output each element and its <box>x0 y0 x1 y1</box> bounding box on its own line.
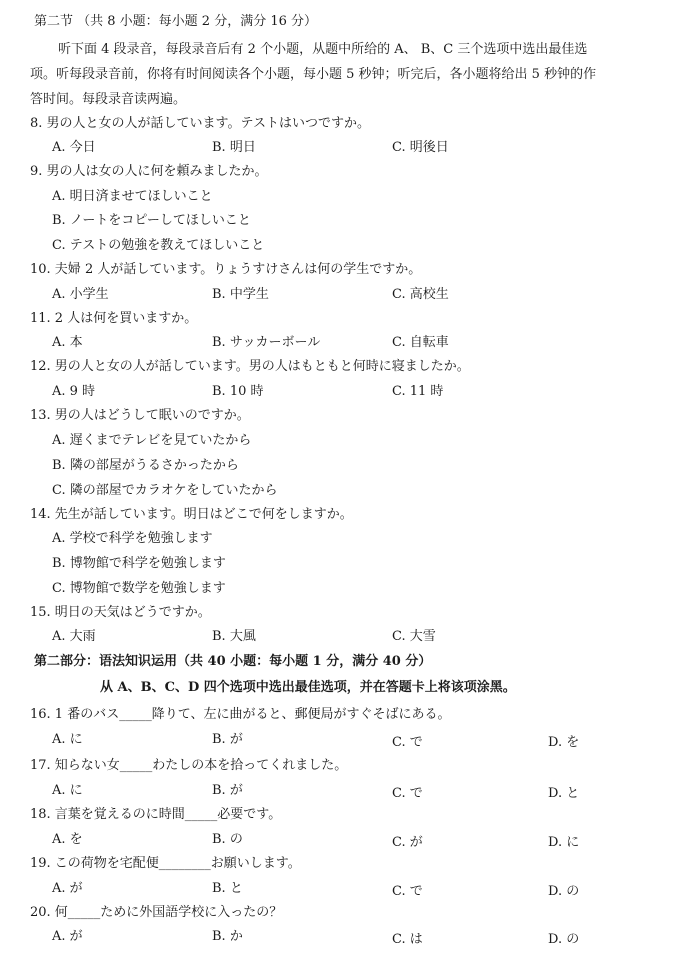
option-d: D. と <box>548 786 580 801</box>
option-a: A. 明日済ませてほしいこと <box>52 189 213 204</box>
option-a: A. を <box>52 832 83 847</box>
question-stem: 14. 先生が話しています。明日はどこで何をしますか。 <box>30 507 353 522</box>
option-c: C. 博物館で数学を勉強します <box>52 581 226 596</box>
question-stem: 9. 男の人は女の人に何を頼みましたか。 <box>30 164 268 179</box>
question-stem: 12. 男の人と女の人が話しています。男の人はもともと何時に寝ましたか。 <box>30 359 470 374</box>
option-c: C. 明後日 <box>392 140 449 155</box>
option-a: A. が <box>52 929 83 944</box>
instruction-line-2: 项。听每段录音前，你将有时间阅读各个小题，每小题 5 秒钟；听完后，各小题将给出 5 秒钟的作 <box>30 67 597 82</box>
option-a: A. に <box>52 732 83 747</box>
option-a: A. 小学生 <box>52 287 109 302</box>
question-stem: 10. 夫婦 2 人が話しています。りょうすけさんは何の学生ですか。 <box>30 262 422 277</box>
instruction-line-3: 答时间。每段录音读两遍。 <box>30 92 187 107</box>
question-stem: 15. 明日の天気はどうですか。 <box>30 605 211 620</box>
part2-instruction: 从 A、B、C、D 四个选项中选出最佳选项，并在答题卡上将该项涂黑。 <box>100 680 516 695</box>
option-b: B. 10 時 <box>212 384 264 399</box>
option-b: B. の <box>212 832 243 847</box>
section-header: 第二节 （共 8 小题：每小题 2 分，满分 16 分） <box>34 14 318 29</box>
question-stem: 18. 言葉を覚えるのに時間_____必要です。 <box>30 807 282 822</box>
option-a: A. 本 <box>52 335 83 350</box>
option-b: B. ノートをコピーしてほしいこと <box>52 213 251 228</box>
option-a: A. が <box>52 881 83 896</box>
option-c: C. 大雪 <box>392 629 436 644</box>
question-stem: 20. 何_____ために外国語学校に入ったの？ <box>30 905 283 920</box>
option-a: A. に <box>52 783 83 798</box>
option-c: C. 11 時 <box>392 384 444 399</box>
question-stem: 11. 2 人は何を買いますか。 <box>30 311 198 326</box>
option-b: B. 博物館で科学を勉強します <box>52 556 226 571</box>
option-c: C. が <box>392 835 423 850</box>
question-stem: 16. 1 番のバス_____降りて、左に曲がると、郵便局がすぐそばにある。 <box>30 707 451 722</box>
option-a: A. 学校で科学を勉強します <box>52 531 213 546</box>
question-stem: 19. この荷物を宅配便________お願いします。 <box>30 856 301 871</box>
option-b: B. が <box>212 732 243 747</box>
option-d: D. の <box>548 932 580 947</box>
option-b: B. サッカーボール <box>212 335 321 350</box>
option-d: D. を <box>548 735 580 750</box>
option-c: C. テストの勉強を教えてほしいこと <box>52 238 265 253</box>
option-c: C. で <box>392 884 423 899</box>
option-b: B. と <box>212 881 243 896</box>
option-a: A. 大雨 <box>52 629 96 644</box>
option-b: B. 隣の部屋がうるさかったから <box>52 458 239 473</box>
option-a: A. 遅くまでテレビを見ていたから <box>52 433 252 448</box>
question-stem: 8. 男の人と女の人が話しています。テストはいつですか。 <box>30 116 370 131</box>
option-d: D. の <box>548 884 580 899</box>
option-c: C. 高校生 <box>392 287 449 302</box>
question-stem: 17. 知らない女_____わたしの本を拾ってくれました。 <box>30 758 348 773</box>
option-b: B. 大風 <box>212 629 256 644</box>
option-c: C. で <box>392 786 423 801</box>
option-b: B. が <box>212 783 243 798</box>
part2-header: 第二部分：语法知识运用（共 40 小题：每小题 1 分，满分 40 分） <box>34 654 432 669</box>
option-b: B. 明日 <box>212 140 256 155</box>
option-c: C. 自転車 <box>392 335 449 350</box>
option-c: C. は <box>392 932 423 947</box>
option-a: A. 9 時 <box>52 384 96 399</box>
instruction-line-1: 听下面 4 段录音，每段录音后有 2 个小题，从题中所给的 A、 B、C 三个选项中选出最佳选 <box>58 42 588 57</box>
option-a: A. 今日 <box>52 140 96 155</box>
option-b: B. 中学生 <box>212 287 269 302</box>
option-c: C. で <box>392 735 423 750</box>
question-stem: 13. 男の人はどうして眠いのですか。 <box>30 408 250 423</box>
option-b: B. か <box>212 929 243 944</box>
option-d: D. に <box>548 835 580 850</box>
option-c: C. 隣の部屋でカラオケをしていたから <box>52 483 278 498</box>
